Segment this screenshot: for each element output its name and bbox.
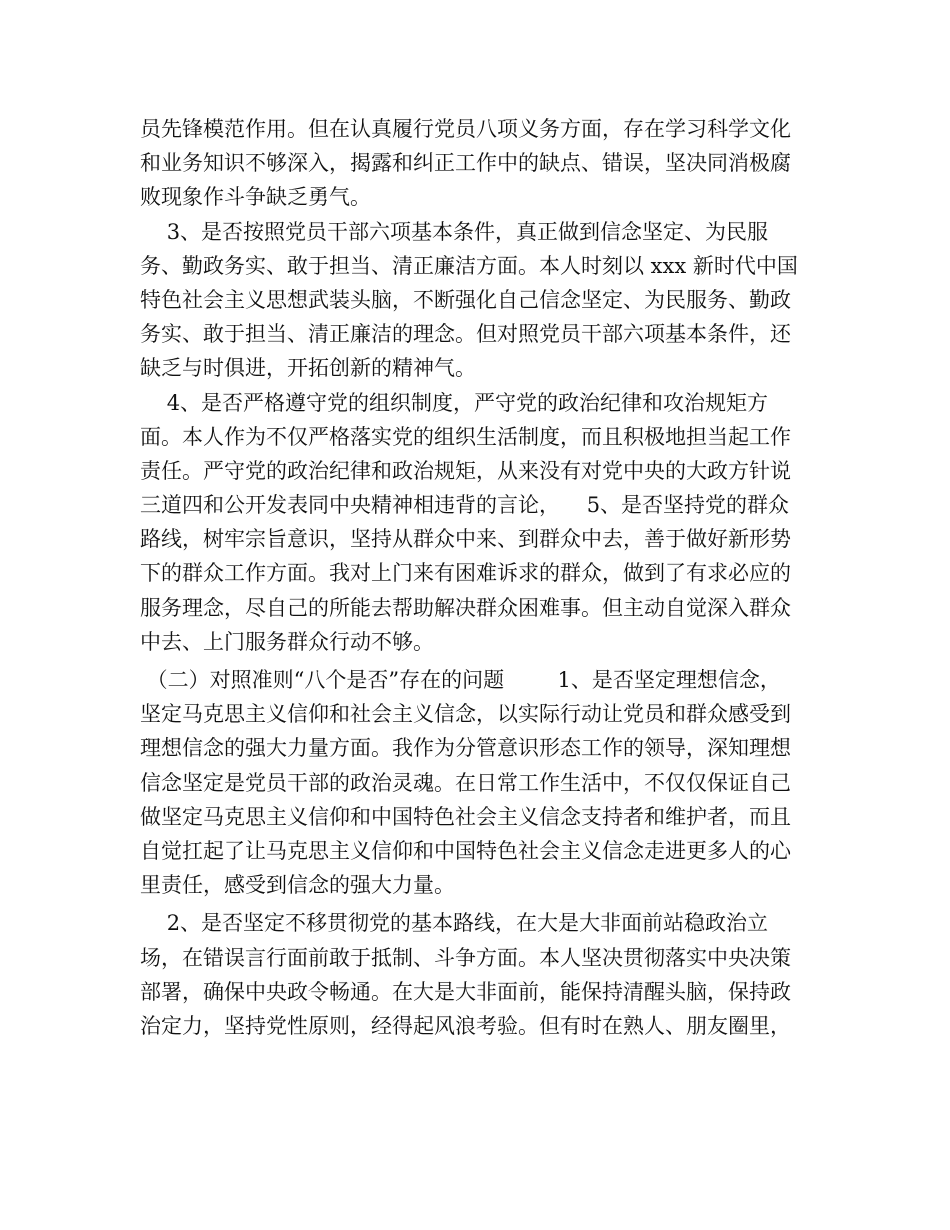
text-line: 坚定马克思主义信仰和社会主义信念，以实际行动让党员和群众感受到 [140,702,791,727]
text-line: 理想信念的强大力量方面。我作为分管意识形态工作的领导，深知理想 [140,736,791,761]
text-line: 特色社会主义思想武装头脑，不断强化自己信念坚定、为民服务、勤政 [140,287,791,312]
text-line: 员先锋模范作用。但在认真履行党员八项义务方面，存在学习科学文化 [140,117,791,141]
text-line: 缺乏与时俱进，开拓创新的精神气。 [140,356,476,381]
text-line: 三道四和公开发表同中央精神相违背的言论， 5、是否坚持党的群众 [140,493,790,518]
document-body [140,112,825,1043]
text-line: 服务理念，尽自己的所能去帮助解决群众困难事。但主动自觉深入群众 [140,595,791,620]
text-line: 责任。严守党的政治纪律和政治规矩，从来没有对党中央的大政方针说 [140,458,791,483]
text-line: 场，在错误言行面前敢于抵制、斗争方面。本人坚决贯彻落实中央决策 [140,945,791,970]
text-line: 路线，树牢宗旨意识，坚持从群众中来、到群众中去，善于做好新形势 [140,527,791,552]
text-line: 治定力，坚持党性原则，经得起风浪考验。但有时在熟人、朋友圈里， [140,1013,791,1038]
section-heading-line: （二）对照准则“八个是否”存在的问题 1、是否坚定理想信念， [140,668,781,692]
text-line: 3、是否按照党员干部六项基本条件，真正做到信念坚定、为民服 [140,219,769,244]
text-line: 做坚定马克思主义信仰和中国特色社会主义信念支持者和维护者，而且 [140,804,791,829]
text-line: 和业务知识不够深入，揭露和纠正工作中的缺点、错误，坚决同消极腐 [140,151,791,176]
text-line: 中去、上门服务群众行动不够。 [140,629,434,654]
text-line: 务实、敢于担当、清正廉洁的理念。但对照党员干部六项基本条件，还 [140,322,791,347]
text-line: 自觉扛起了让马克思主义信仰和中国特色社会主义信念走进更多人的心 [140,838,791,863]
text-line: 下的群众工作方面。我对上门来有困难诉求的群众，做到了有求必应的 [140,561,791,586]
text-line: 面。本人作为不仅严格落实党的组织生活制度，而且积极地担当起工作 [140,424,791,449]
text-line: 部署，确保中央政令畅通。在大是大非面前，能保持清醒头脑，保持政 [140,979,791,1004]
text-line: 务、勤政务实、敢于担当、清正廉洁方面。本人时刻以 xxx 新时代中国 [140,253,798,278]
text-line: 信念坚定是党员干部的政治灵魂。在日常工作生活中，不仅仅保证自己 [140,770,791,795]
text-line: 2、是否坚定不移贯彻党的基本路线，在大是大非面前站稳政治立 [140,911,769,936]
text-line: 里责任，感受到信念的强大力量。 [140,873,455,898]
text-line: 败现象作斗争缺乏勇气。 [140,185,371,210]
text-line: 4、是否严格遵守党的组织制度，严守党的政治纪律和攻治规矩方 [140,390,769,415]
